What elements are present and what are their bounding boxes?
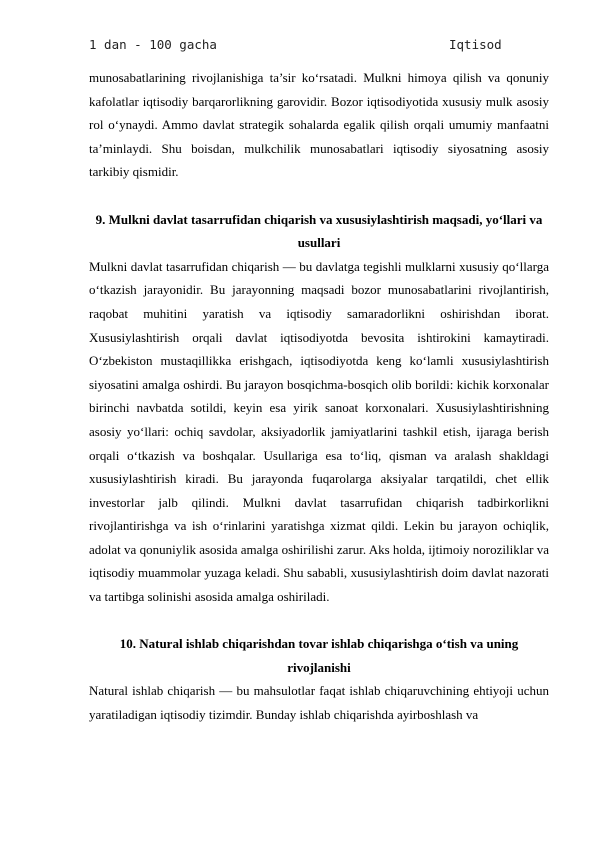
page-header [89, 37, 549, 55]
section-9-heading: 9. Mulkni davlat tasarrufidan chiqarish va xususiylashtirish maqsadi, yo‘llari va usullari [95, 211, 543, 251]
header-subject: Iqtisod [449, 37, 502, 52]
section-9-paragraph: Mulkni davlat tasarrufidan chiqarish — bu davlatga tegishli mulklarni xususiy qo‘llarga o‘tkazish jarayonidir. Bu jarayonning maqsadi bozor munosabatlarini rivojlantirish, raqobat muhitini yaratish va iqtisodiy samaradorlikni oshirishdan iborat. Xususiylashtirish orqali davlat iqtisodiyotda bevosita ishtirokini kamaytiradi. O‘zbekiston mustaqillikka erishgach, iqtisodiyotda keng ko‘lamli xususiylashtirish siyosatini amalga oshirdi. Bu jarayon bosqichma-bosqich olib borildi: kichik korxonalar birinchi navbatda sotildi, keyin esa yirik sanoat korxonalari. Xususiylashtirishning asosiy yo‘llari: ochiq savdolar, aksiyadorlik jamiyatlarini tashkil etish, ijaraga berish orqali o‘tkazish va boshqalar. Usullariga esa to‘liq, qisman va aralash shakldagi xususiylashtirish kiradi. Bu jarayonda fuqarolarga aksiyalar tarqatildi, chet ellik investorlar jalb qilindi. Mulkni davlat tasarrufidan chiqarish tadbirkorlikni rivojlantirishga va ish o‘rinlarini yaratishga xizmat qildi. Lekin bu jarayon ochiqlik, adolat va qonuniylik asosida amalga oshirilishi zarur. Aks holda, ijtimoiy noroziliklar va iqtisodiy muammolar yuzaga keladi. Shu sababli, xususiylashtirish doim davlat nazorati va tartibga solinishi asosida amalga oshiriladi. [89, 258, 549, 605]
intro-paragraph: munosabatlarining rivojlanishiga ta’sir ko‘rsatadi. Mulkni himoya qilish va qonuniy kafolatlar iqtisodiy barqarorlikning garovidir. Bozor iqtisodiyotida xususiy mulk asosiy rol o‘ynaydi. Ammo davlat strategik sohalarda egalik qilish orqali umumiy manfaatni ta’minlaydi. Shu boisdan, mulkchilik munosabatlari iqtisodiy siyosatning asosiy tarkibiy qismidir. [89, 70, 549, 180]
spacer [89, 609, 549, 633]
section-10-paragraph: Natural ishlab chiqarish — bu mahsulotlar faqat ishlab chiqaruvchining ehtiyoji uchun yaratiladigan iqtisodiy tizimdir. Bunday ishlab chiqarishda ayirboshlash va [89, 683, 549, 723]
spacer [89, 184, 549, 208]
document-body [89, 66, 549, 727]
section-10-heading: 10. Natural ishlab chiqarishdan tovar ishlab chiqarishga o‘tish va uning rivojlanishi [119, 636, 519, 675]
header-page-range: 1 dan - 100 gacha [89, 37, 217, 52]
